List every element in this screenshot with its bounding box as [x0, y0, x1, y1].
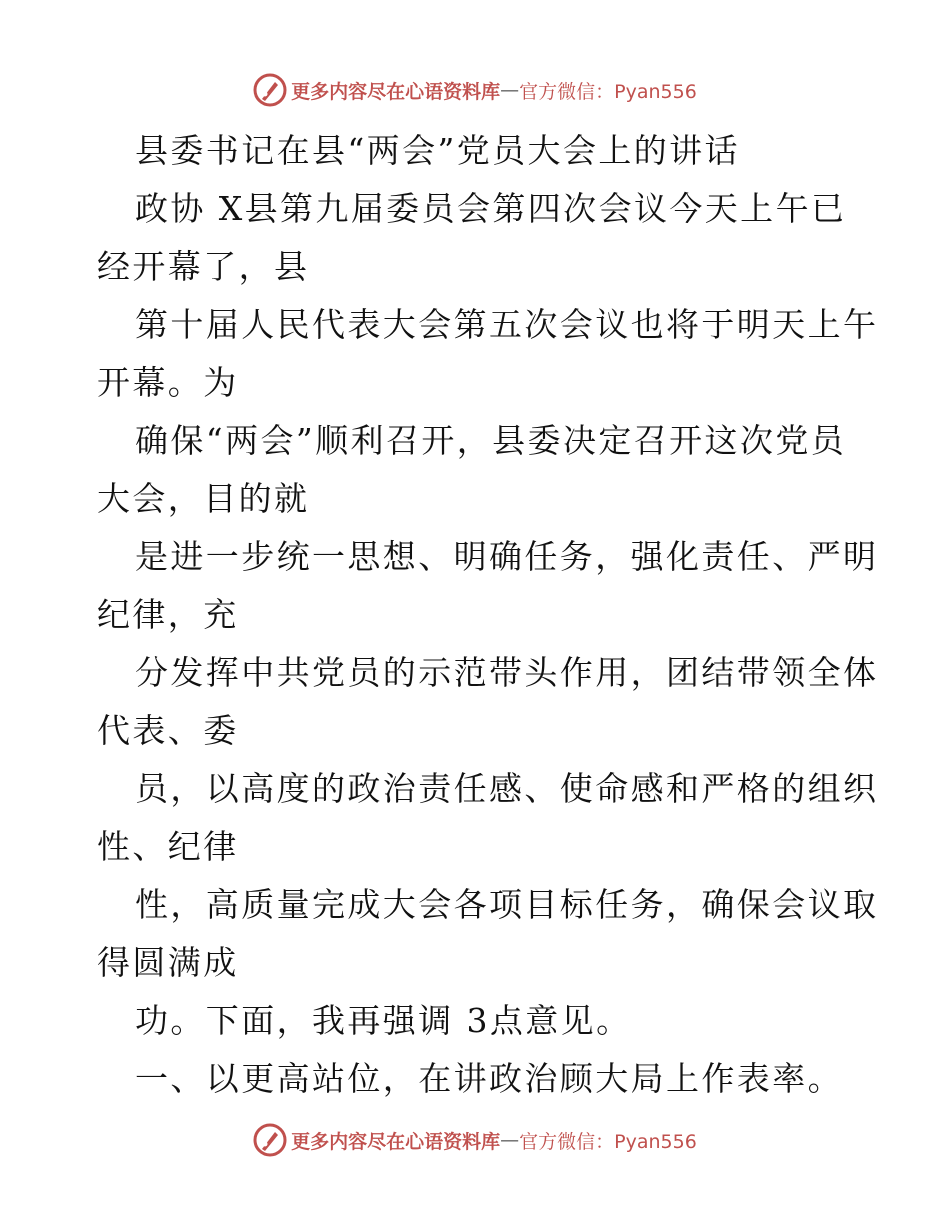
- watermark-contact: 官方微信：Pyan556: [519, 1130, 697, 1153]
- text-line: 分发挥中共党员的示范带头作用，团结带领全体: [135, 653, 879, 692]
- text-line: 第十届人民代表大会第五次会议也将于明天上午: [135, 305, 879, 344]
- text-line: 功。下面，我再强调 3点意见。: [135, 1001, 632, 1040]
- quill-logo-icon: [253, 73, 287, 107]
- text-line: 性、纪律: [97, 827, 239, 866]
- text-line: 大会，目的就: [97, 479, 310, 518]
- text-line: 性，高质量完成大会各项目标任务，确保会议取: [135, 885, 879, 924]
- watermark-text: 更多内容尽在心语资料库: [291, 80, 501, 103]
- text-line: 员，以高度的政治责任感、使命感和严格的组织: [135, 769, 879, 808]
- document-body: [97, 122, 879, 1108]
- footer-watermark: [0, 1120, 950, 1160]
- quill-logo-icon: [253, 1123, 287, 1157]
- text-line: 一、以更高站位，在讲政治顾大局上作表率。: [135, 1059, 843, 1098]
- watermark-contact: 官方微信：Pyan556: [519, 80, 697, 103]
- watermark-dash: —: [500, 79, 520, 101]
- text-line: 代表、委: [97, 711, 239, 750]
- watermark-text: 更多内容尽在心语资料库: [291, 1130, 501, 1153]
- text-line: 确保“两会”顺利召开，县委决定召开这次党员: [135, 421, 847, 460]
- header-watermark: [0, 70, 950, 110]
- text-line: 纪律，充: [97, 595, 239, 634]
- text-line: 是进一步统一思想、明确任务，强化责任、严明: [135, 537, 879, 576]
- document-title: 县委书记在县“两会”党员大会上的讲话: [135, 131, 740, 170]
- text-line: 得圆满成: [97, 943, 239, 982]
- text-line: 经开幕了，县: [97, 247, 310, 286]
- text-line: 政协 X县第九届委员会第四次会议今天上午已: [135, 189, 847, 228]
- watermark-dash: —: [500, 1129, 520, 1151]
- text-line: 开幕。为: [97, 363, 239, 402]
